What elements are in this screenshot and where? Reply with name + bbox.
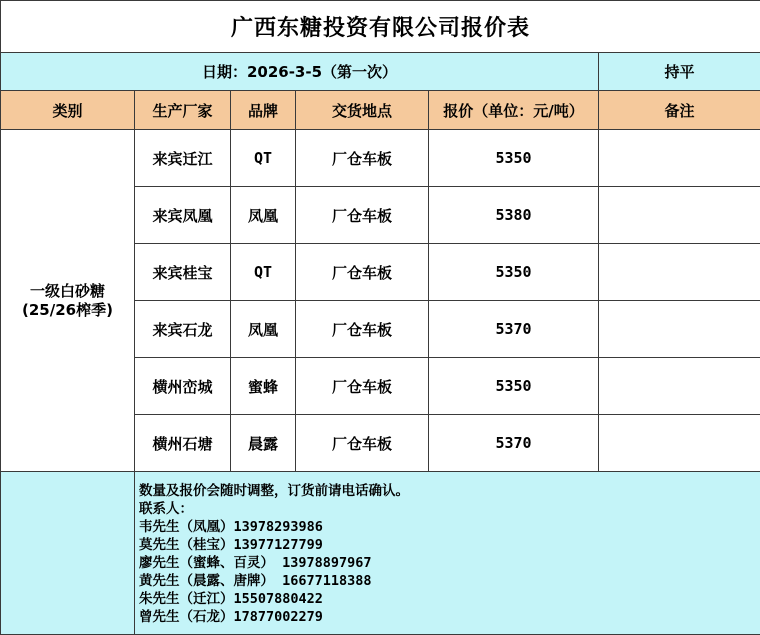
category-season: (25/26榨季) xyxy=(1,301,134,320)
manufacturer-cell[interactable]: 来宾迁江 xyxy=(135,130,231,187)
delivery-cell[interactable]: 厂仓车板 xyxy=(296,130,429,187)
header-price: 报价（单位：元/吨） xyxy=(429,91,599,130)
header-delivery: 交货地点 xyxy=(296,91,429,130)
price-cell[interactable]: 5350 xyxy=(429,244,599,301)
price-cell[interactable]: 5380 xyxy=(429,187,599,244)
delivery-cell[interactable]: 厂仓车板 xyxy=(296,358,429,415)
contacts-label: 联系人： xyxy=(139,500,760,518)
brand-cell[interactable]: QT xyxy=(231,244,296,301)
manufacturer-cell[interactable]: 来宾石龙 xyxy=(135,301,231,358)
price-cell[interactable]: 5350 xyxy=(429,130,599,187)
delivery-cell[interactable]: 厂仓车板 xyxy=(296,415,429,472)
manufacturer-cell[interactable]: 来宾桂宝 xyxy=(135,244,231,301)
brand-cell[interactable]: 凤凰 xyxy=(231,187,296,244)
remarks-cell[interactable] xyxy=(599,301,760,358)
table-row xyxy=(1,130,760,187)
notes-disclaimer: 数量及报价会随时调整，订货前请电话确认。 xyxy=(139,482,760,500)
manufacturer-cell[interactable]: 来宾凤凰 xyxy=(135,187,231,244)
contact-line: 廖先生（蜜蜂、百灵） 13978897967 xyxy=(139,554,760,572)
header-category: 类别 xyxy=(1,91,135,130)
remarks-cell[interactable] xyxy=(599,415,760,472)
header-manufacturer: 生产厂家 xyxy=(135,91,231,130)
brand-cell[interactable]: 凤凰 xyxy=(231,301,296,358)
category-name: 一级白砂糖 xyxy=(1,282,134,301)
trend-cell[interactable]: 持平 xyxy=(599,53,760,91)
delivery-cell[interactable]: 厂仓车板 xyxy=(296,187,429,244)
contact-line: 朱先生（迁江）15507880422 xyxy=(139,590,760,608)
brand-cell[interactable]: 蜜蜂 xyxy=(231,358,296,415)
price-cell[interactable]: 5350 xyxy=(429,358,599,415)
contact-line: 曾先生（石龙）17877002279 xyxy=(139,608,760,626)
brand-cell[interactable]: 晨露 xyxy=(231,415,296,472)
brand-cell[interactable]: QT xyxy=(231,130,296,187)
contact-line: 莫先生（桂宝）13977127799 xyxy=(139,536,760,554)
manufacturer-cell[interactable]: 横州石塘 xyxy=(135,415,231,472)
header-remarks: 备注 xyxy=(599,91,760,130)
contact-line: 韦先生（凤凰）13978293986 xyxy=(139,518,760,536)
manufacturer-cell[interactable]: 横州峦城 xyxy=(135,358,231,415)
remarks-cell[interactable] xyxy=(599,358,760,415)
contact-line: 黄先生（晨露、唐牌） 16677118388 xyxy=(139,572,760,590)
delivery-cell[interactable]: 厂仓车板 xyxy=(296,244,429,301)
remarks-cell[interactable] xyxy=(599,130,760,187)
header-brand: 品牌 xyxy=(231,91,296,130)
date-cell[interactable]: 日期：2026-3-5（第一次） xyxy=(1,53,599,91)
delivery-cell[interactable]: 厂仓车板 xyxy=(296,301,429,358)
remarks-cell[interactable] xyxy=(599,244,760,301)
remarks-cell[interactable] xyxy=(599,187,760,244)
category-cell[interactable] xyxy=(1,130,135,472)
notes-spacer-cell[interactable] xyxy=(1,472,135,635)
price-cell[interactable]: 5370 xyxy=(429,301,599,358)
price-cell[interactable]: 5370 xyxy=(429,415,599,472)
notes-cell[interactable] xyxy=(135,472,760,635)
sheet-title: 广西东糖投资有限公司报价表 xyxy=(1,1,760,53)
